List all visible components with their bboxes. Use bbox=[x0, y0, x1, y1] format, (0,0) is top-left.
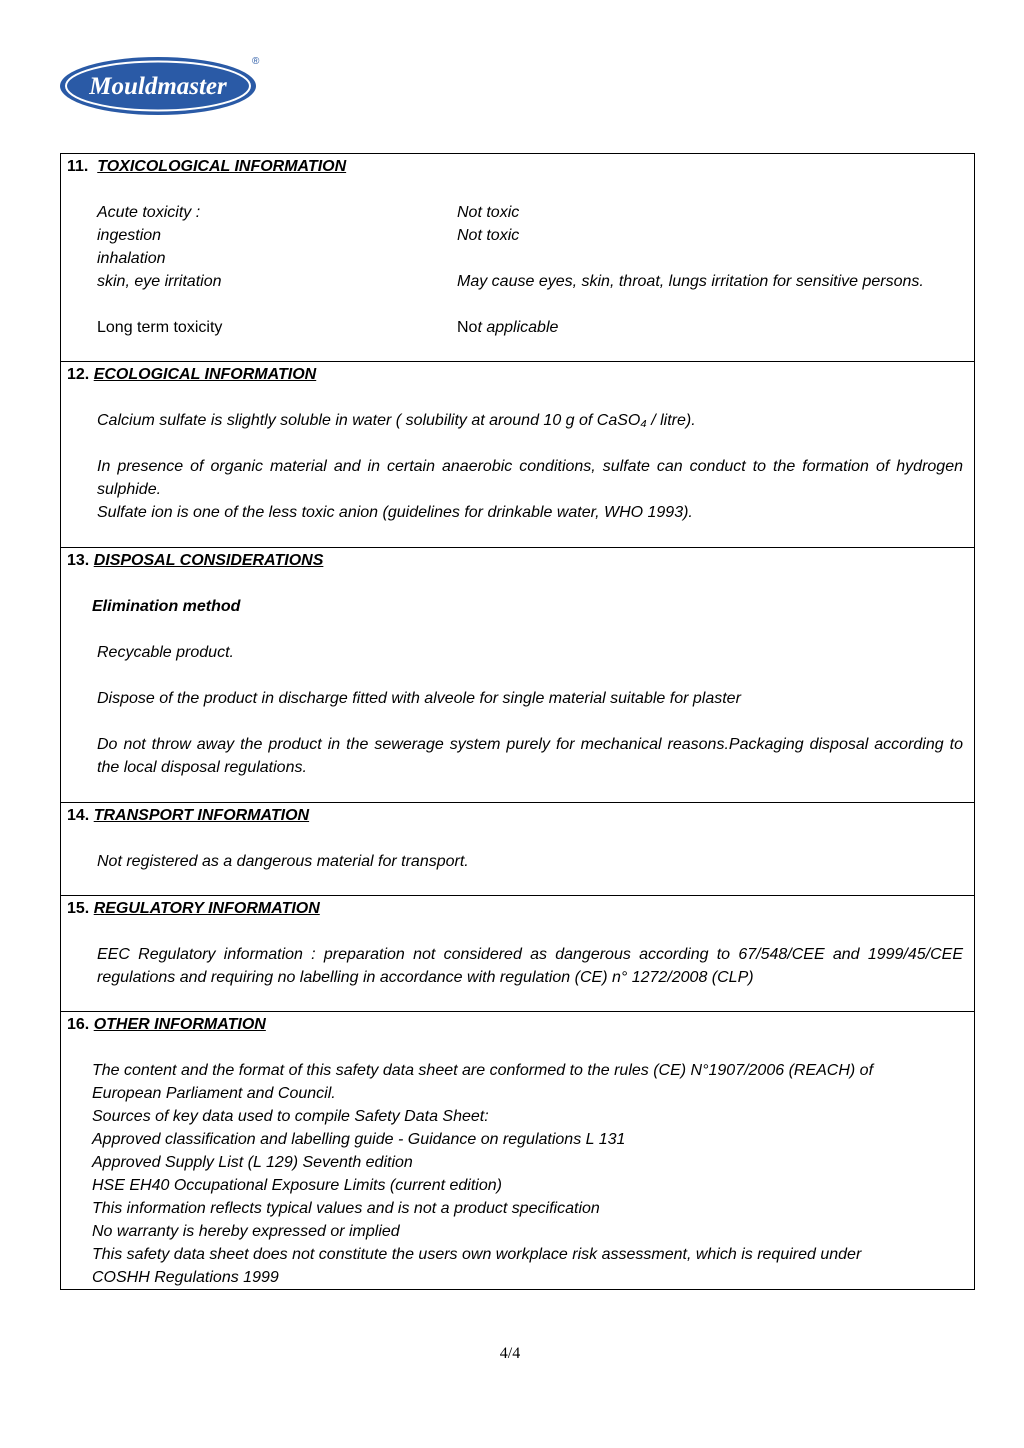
ingestion-value: Not toxic bbox=[457, 227, 520, 244]
section-heading bbox=[67, 363, 316, 386]
section-regulatory bbox=[61, 895, 974, 1011]
page-number: 4/4 bbox=[499, 1345, 521, 1362]
section-number: 12. bbox=[67, 366, 90, 383]
other-info-line: COSHH Regulations 1999 bbox=[92, 1269, 279, 1286]
logo-wordmark: Mouldmaster bbox=[89, 73, 227, 100]
other-info-line: European Parliament and Council. bbox=[92, 1085, 336, 1102]
other-info-line: The content and the format of this safety data sheet are conformed to the rules (CE) N°1907/2006 (REACH) of bbox=[92, 1062, 874, 1079]
skin-eye-label: skin, eye irritation bbox=[97, 273, 222, 290]
other-info-line: Sources of key data used to compile Safety Data Sheet: bbox=[92, 1108, 489, 1125]
elimination-method-heading: Elimination method bbox=[92, 598, 241, 615]
inhalation-label: inhalation bbox=[97, 250, 166, 267]
section-title: DISPOSAL CONSIDERATIONS bbox=[93, 552, 324, 569]
section-heading bbox=[67, 804, 309, 827]
other-info-line: Approved Supply List (L 129) Seventh edition bbox=[92, 1154, 413, 1171]
section-transport bbox=[61, 802, 974, 895]
long-term-value bbox=[457, 316, 558, 339]
long-term-value-start: No bbox=[457, 319, 478, 336]
section-number: 11. bbox=[67, 158, 89, 175]
section-number: 15. bbox=[67, 900, 90, 917]
ecological-sulphide: In presence of organic material and in certain anaerobic conditions, sulfate can conduct to the formation of hydrogen sulphide. bbox=[97, 458, 963, 498]
section-title: OTHER INFORMATION bbox=[93, 1016, 266, 1033]
section-title: TOXICOLOGICAL INFORMATION bbox=[97, 158, 347, 175]
section-toxicological bbox=[61, 154, 974, 361]
ingestion-label: ingestion bbox=[97, 227, 162, 244]
section-title: REGULATORY INFORMATION bbox=[93, 900, 320, 917]
section-other bbox=[61, 1011, 974, 1289]
other-info-line: This safety data sheet does not constitute the users own workplace risk assessment, which is required under bbox=[92, 1246, 862, 1263]
section-number: 13. bbox=[67, 552, 90, 569]
acute-toxicity-value: Not toxic bbox=[457, 204, 520, 221]
long-term-label: Long term toxicity bbox=[97, 319, 223, 336]
disposal-discharge: Dispose of the product in discharge fitted with alveole for single material suitable for plaster bbox=[97, 690, 741, 707]
safety-data-sheet bbox=[60, 153, 975, 1290]
section-heading bbox=[67, 155, 346, 178]
section-number: 16. bbox=[67, 1016, 90, 1033]
other-info-line: No warranty is hereby expressed or implied bbox=[92, 1223, 400, 1240]
section-disposal bbox=[61, 547, 974, 802]
section-heading bbox=[67, 1013, 266, 1036]
other-info-line: HSE EH40 Occupational Exposure Limits (current edition) bbox=[92, 1177, 502, 1194]
registered-mark: ® bbox=[252, 56, 260, 67]
section-ecological bbox=[61, 361, 974, 547]
section-heading bbox=[67, 897, 320, 920]
section-heading bbox=[67, 549, 323, 572]
section-number: 14. bbox=[67, 807, 90, 824]
section-title: ECOLOGICAL INFORMATION bbox=[93, 366, 317, 383]
transport-statement: Not registered as a dangerous material for transport. bbox=[97, 853, 469, 870]
other-info-line: Approved classification and labelling guide - Guidance on regulations L 131 bbox=[92, 1131, 626, 1148]
regulatory-statement: EEC Regulatory information : preparation not considered as dangerous according to 67/548/CEE and 1999/45/CEE regulations and requiring no labelling in accordance with regulation (CE) n° 1272/2008 (CLP) bbox=[97, 946, 963, 986]
mouldmaster-logo bbox=[58, 52, 264, 118]
long-term-value-rest: t applicable bbox=[477, 319, 559, 336]
section-title: TRANSPORT INFORMATION bbox=[93, 807, 310, 824]
ecological-sulfate-ion: Sulfate ion is one of the less toxic anion (guidelines for drinkable water, WHO 1993). bbox=[97, 504, 693, 521]
other-info-line: This information reflects typical values and is not a product specification bbox=[92, 1200, 600, 1217]
ecological-solubility: Calcium sulfate is slightly soluble in water ( solubility at around 10 g of CaSO₄ / litre). bbox=[97, 412, 696, 429]
acute-toxicity-label: Acute toxicity : bbox=[97, 204, 201, 221]
skin-eye-value: May cause eyes, skin, throat, lungs irritation for sensitive persons. bbox=[457, 273, 924, 290]
disposal-sewerage: Do not throw away the product in the sewerage system purely for mechanical reasons.Packaging disposal according to the local disposal regulations. bbox=[97, 736, 963, 776]
disposal-recycable: Recycable product. bbox=[97, 644, 234, 661]
